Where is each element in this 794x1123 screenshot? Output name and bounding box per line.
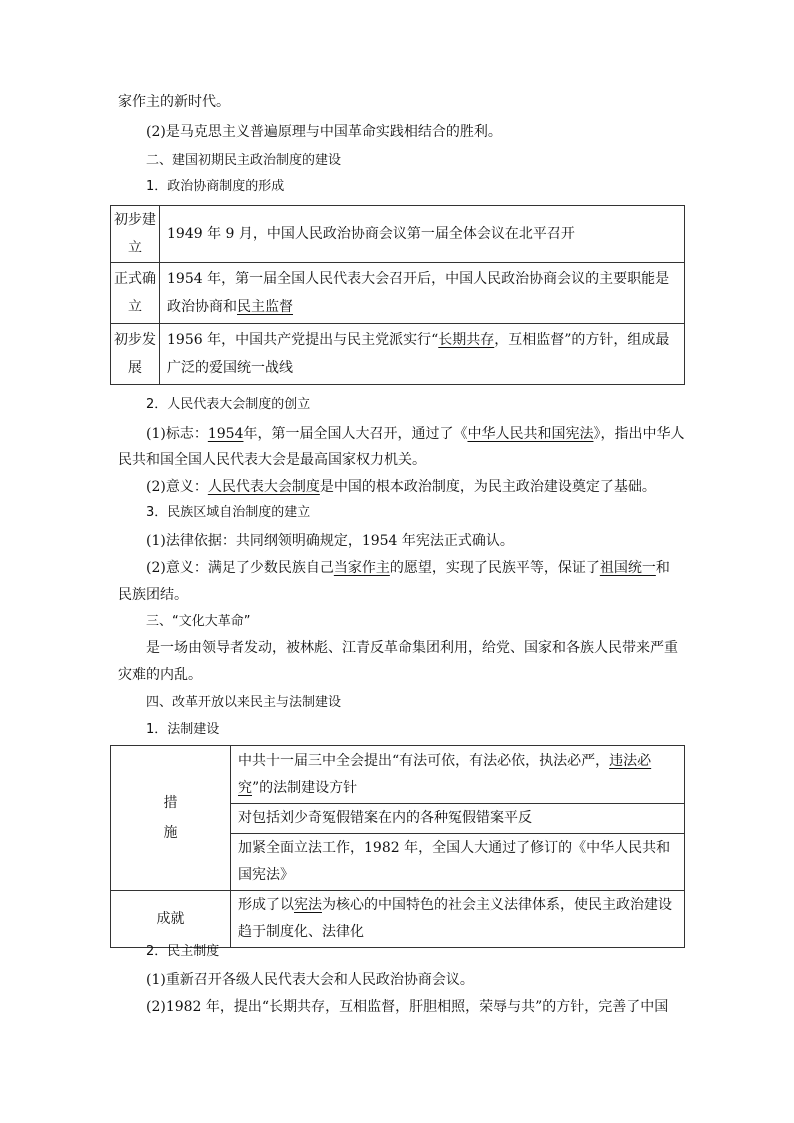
paragraph: (2)是马克思主义普遍原理与中国革命实践相结合的胜利。 bbox=[146, 124, 502, 140]
paragraph-continuation: 灾难的内乱。 bbox=[118, 667, 202, 683]
paragraph: 是一场由领导者发动，被林彪、江青反革命集团利用，给党、国家和各族人民带来严重 bbox=[146, 640, 678, 656]
underlined-term: 宪法 bbox=[294, 897, 322, 913]
achievement-label: 成就 bbox=[111, 891, 231, 948]
political-consultation-table bbox=[110, 205, 685, 385]
subsection-heading: 2．人民代表大会制度的创立 bbox=[146, 397, 311, 412]
achievement-text: 形成了以宪法为核心的中国特色的社会主义法律体系，使民主政治建设趋于制度化、法律化 bbox=[231, 891, 685, 948]
underlined-term: 违法必究 bbox=[238, 752, 652, 796]
subsection-heading: 2．民主制度 bbox=[146, 944, 220, 959]
row-label: 初步建立 bbox=[111, 206, 160, 263]
paragraph-continuation: 民族团结。 bbox=[118, 587, 188, 603]
section-heading: 三、“文化大革命” bbox=[146, 614, 251, 629]
underlined-term: 中华人民共和国宪法 bbox=[467, 426, 594, 442]
measure-item: 加紧全面立法工作，1982 年，全国人大通过了修订的《中华人民共和国宪法》 bbox=[231, 834, 685, 891]
section-heading: 四、改革开放以来民主与法制建设 bbox=[146, 695, 342, 710]
underlined-term: 人民代表大会制度 bbox=[207, 479, 320, 495]
subsection-heading: 3．民族区域自治制度的建立 bbox=[146, 505, 311, 520]
row-text: 1954 年，第一届全国人民代表大会召开后，中国人民政治协商会议的主要职能是政治协商和民主监督 bbox=[160, 263, 685, 324]
paragraph: (1)法律依据：共同纲领明确规定，1954 年宪法正式确认。 bbox=[146, 533, 514, 549]
paragraph: (1)标志：1954年，第一届全国人大召开，通过了《中华人民共和国宪法》，指出中华人 bbox=[146, 426, 685, 442]
row-text: 1956 年，中国共产党提出与民主党派实行“长期共存，互相监督”的方针，组成最广泛的爱国统一战线 bbox=[160, 324, 685, 385]
paragraph: (2)意义：满足了少数民族自己当家作主的愿望，实现了民族平等，保证了祖国统一和 bbox=[146, 560, 670, 576]
paragraph: (2)意义：人民代表大会制度是中国的根本政治制度，为民主政治建设奠定了基础。 bbox=[146, 479, 656, 495]
paragraph-continuation: 民共和国全国人民代表大会是最高国家权力机关。 bbox=[118, 452, 426, 468]
measure-item: 对包括刘少奇冤假错案在内的各种冤假错案平反 bbox=[231, 804, 685, 834]
paragraph-continuation: 家作主的新时代。 bbox=[118, 94, 230, 110]
subsection-heading: 1．法制建设 bbox=[146, 722, 220, 737]
measures-label: 措施 bbox=[111, 746, 231, 891]
underlined-term: 长期共存 bbox=[438, 332, 495, 348]
row-label: 正式确立 bbox=[111, 263, 160, 324]
legal-construction-table bbox=[110, 745, 685, 948]
underlined-term: 祖国统一 bbox=[599, 560, 656, 576]
underlined-term: 1954 bbox=[207, 426, 244, 442]
paragraph: (2)1982 年，提出“长期共存，互相监督，肝胆相照，荣辱与共”的方针，完善了中国 bbox=[146, 999, 669, 1015]
subsection-heading: 1．政治协商制度的形成 bbox=[146, 179, 285, 194]
underlined-term: 民主监督 bbox=[237, 299, 293, 315]
section-heading: 二、建国初期民主政治制度的建设 bbox=[146, 153, 342, 168]
paragraph: (1)重新召开各级人民代表大会和人民政治协商会议。 bbox=[146, 972, 474, 988]
underlined-term: 当家作主 bbox=[333, 560, 390, 576]
row-text: 1949 年 9 月，中国人民政治协商会议第一届全体会议在北平召开 bbox=[160, 206, 685, 263]
row-label: 初步发展 bbox=[111, 324, 160, 385]
measure-item: 中共十一届三中全会提出“有法可依，有法必依，执法必严，违法必究”的法制建设方针 bbox=[231, 746, 685, 804]
